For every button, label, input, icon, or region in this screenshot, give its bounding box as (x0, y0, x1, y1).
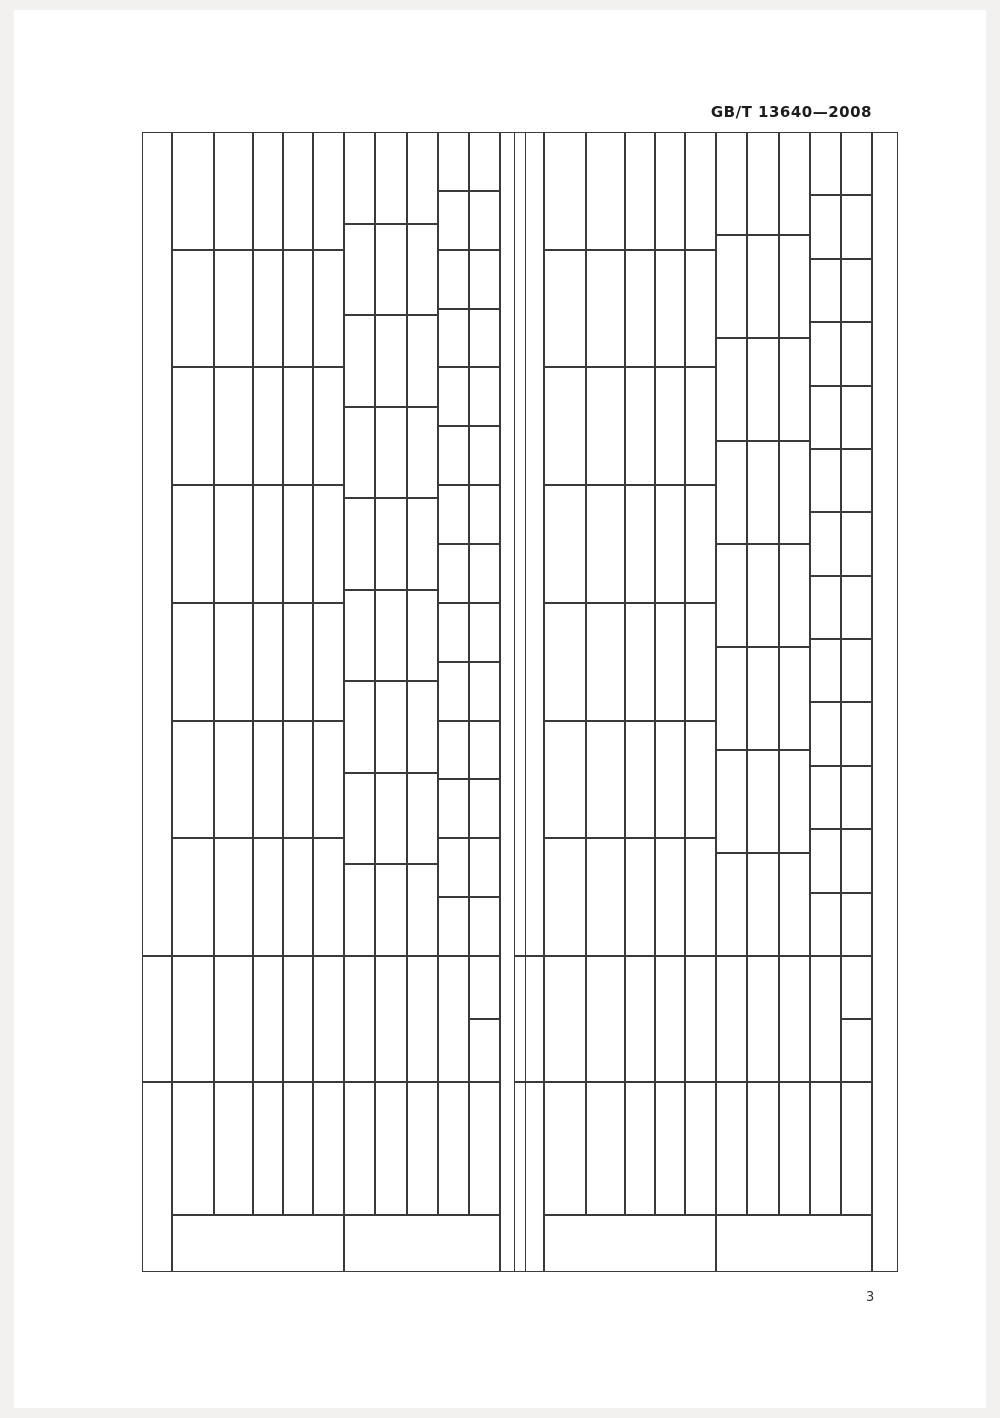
table4-val-arm-3-cell (655, 485, 685, 603)
table4-unit-cell (484, 132, 514, 242)
table4-val-hip-4-cell (841, 639, 872, 702)
table4-head-values-cell (514, 132, 544, 956)
table4-label-chest-cell (716, 1082, 747, 1215)
table4-val-hip-9-cell (841, 322, 872, 385)
table4-val-waist-1-cell (810, 829, 841, 892)
table4-val-shoulder-5-cell (779, 338, 810, 441)
table4-grid (14, 10, 986, 1408)
table4-val-hip-5-cell (841, 576, 872, 639)
table4-val-hip-0-cell (841, 893, 872, 956)
table4-val-arm-6-cell (655, 132, 685, 250)
table4-label-waistht-cell (685, 1082, 716, 1215)
table4-group-girth-cell (716, 1215, 872, 1272)
table4-step-hip-b-cell (841, 956, 872, 1019)
table4-val-cervical-2-cell (586, 603, 625, 721)
table4-label-shoulder-cell (779, 1082, 810, 1215)
table4-val-chest-1-cell (716, 750, 747, 853)
table4-val-shoulder-4-cell (779, 441, 810, 544)
table4-val-neck-5-cell (747, 338, 779, 441)
table4-val-waistht-1-cell (685, 721, 716, 839)
table4-val-neck-4-cell (747, 441, 779, 544)
table4-val-stature-5-cell (544, 250, 586, 368)
table4-val-shoulder-6-cell (779, 235, 810, 338)
standard-code: GB/T 13640—2008 (710, 103, 872, 121)
table4-label-arm-cell (655, 1082, 685, 1215)
table4-val-waist-5-cell (810, 576, 841, 639)
table4-label-neck-cell (747, 1082, 779, 1215)
table4-val-arm-1-cell (655, 721, 685, 839)
table4-val-waist-3-cell (810, 702, 841, 765)
table4-val-arm-0-cell (655, 838, 685, 956)
table4-val-arm-5-cell (655, 250, 685, 368)
table4-val-neck-7-cell (747, 132, 779, 235)
table4-step-cervical-cell (586, 956, 625, 1082)
table4-val-shoulder-1-cell (779, 750, 810, 853)
table4-step-stature-cell (544, 956, 586, 1082)
table4-val-waistht-4-cell (685, 367, 716, 485)
table4-val-waist-7-cell (810, 449, 841, 512)
table4-val-waistht-0-cell (685, 838, 716, 956)
table4-val-waist-8-cell (810, 386, 841, 449)
table4-val-hip-7-cell (841, 449, 872, 512)
table4-val-cervical-6-cell (586, 132, 625, 250)
table4-val-chest-5-cell (716, 338, 747, 441)
table4-label-stature-cell (544, 1082, 586, 1215)
table4-val-waistht-5-cell (685, 250, 716, 368)
table4-val-waist-11-cell (810, 195, 841, 258)
table4-val-chest-4-cell (716, 441, 747, 544)
table4-step-arm-cell (655, 956, 685, 1082)
table4-val-sitting-3-cell (625, 485, 655, 603)
table4-val-waistht-3-cell (685, 485, 716, 603)
table4-val-hip-6-cell (841, 512, 872, 575)
table4-val-waist-9-cell (810, 322, 841, 385)
table4-val-sitting-5-cell (625, 250, 655, 368)
table4-val-arm-4-cell (655, 367, 685, 485)
table4-val-waist-2-cell (810, 766, 841, 829)
table4-val-waist-12-cell (810, 132, 841, 195)
table4-val-chest-2-cell (716, 647, 747, 750)
table4-val-waist-4-cell (810, 639, 841, 702)
table4-val-stature-4-cell (544, 367, 586, 485)
table4-val-hip-10-cell (841, 259, 872, 322)
table4-step-sitting-cell (625, 956, 655, 1082)
table4-val-waist-6-cell (810, 512, 841, 575)
table4-val-stature-6-cell (544, 132, 586, 250)
table4-caption-cell (484, 132, 514, 1272)
table4-val-stature-1-cell (544, 721, 586, 839)
table4-val-chest-3-cell (716, 544, 747, 647)
table4-val-sitting-0-cell (625, 838, 655, 956)
table4-label-cervical-cell (586, 1082, 625, 1215)
table4-val-neck-2-cell (747, 647, 779, 750)
table4-val-shoulder-7-cell (779, 132, 810, 235)
table4-val-hip-12-cell (841, 132, 872, 195)
document-page (14, 10, 986, 1408)
table4-val-shoulder-2-cell (779, 647, 810, 750)
table4-val-waist-10-cell (810, 259, 841, 322)
table4-val-hip-8-cell (841, 386, 872, 449)
table4-step-neck-cell (747, 956, 779, 1082)
table4-val-hip-11-cell (841, 195, 872, 258)
table4-val-shoulder-0-cell (779, 853, 810, 956)
table4-val-neck-6-cell (747, 235, 779, 338)
table4-val-cervical-4-cell (586, 367, 625, 485)
table4-val-neck-3-cell (747, 544, 779, 647)
table4-val-sitting-4-cell (625, 367, 655, 485)
table4-val-neck-0-cell (747, 853, 779, 956)
table4-label-waist-cell (810, 1082, 841, 1215)
table4-step-waist-cell (810, 956, 841, 1082)
table4-val-hip-1-cell (841, 829, 872, 892)
table4-val-chest-6-cell (716, 235, 747, 338)
table4-label-sitting-cell (625, 1082, 655, 1215)
table4-step-chest-cell (716, 956, 747, 1082)
table4-val-stature-3-cell (544, 485, 586, 603)
table4-val-stature-0-cell (544, 838, 586, 956)
table4-val-hip-3-cell (841, 702, 872, 765)
table4-label-hip-cell (841, 1082, 872, 1215)
table4-val-arm-2-cell (655, 603, 685, 721)
table4-val-neck-1-cell (747, 750, 779, 853)
table4-step-shoulder-cell (779, 956, 810, 1082)
table4-val-cervical-5-cell (586, 250, 625, 368)
table4-head-part-cell (514, 1082, 544, 1272)
table4-group-height-cell (544, 1215, 716, 1272)
table4-val-waist-0-cell (810, 893, 841, 956)
table4-step-waistht-cell (685, 956, 716, 1082)
table4-val-hip-2-cell (841, 766, 872, 829)
table4-val-sitting-2-cell (625, 603, 655, 721)
table4-val-chest-7-cell (716, 132, 747, 235)
table4-val-shoulder-3-cell (779, 544, 810, 647)
table4-val-cervical-3-cell (586, 485, 625, 603)
page-number: 3 (866, 1290, 875, 1305)
table4-note-cell (872, 132, 898, 1272)
table4-val-sitting-6-cell (625, 132, 655, 250)
table4-val-cervical-0-cell (586, 838, 625, 956)
table4-val-waistht-2-cell (685, 603, 716, 721)
table4-val-cervical-1-cell (586, 721, 625, 839)
table4-step-hip-a-cell (841, 1019, 872, 1082)
table4-val-waistht-6-cell (685, 132, 716, 250)
table4-val-chest-0-cell (716, 853, 747, 956)
table4-val-sitting-1-cell (625, 721, 655, 839)
table4-val-stature-2-cell (544, 603, 586, 721)
table4-head-step-cell (514, 956, 544, 1082)
